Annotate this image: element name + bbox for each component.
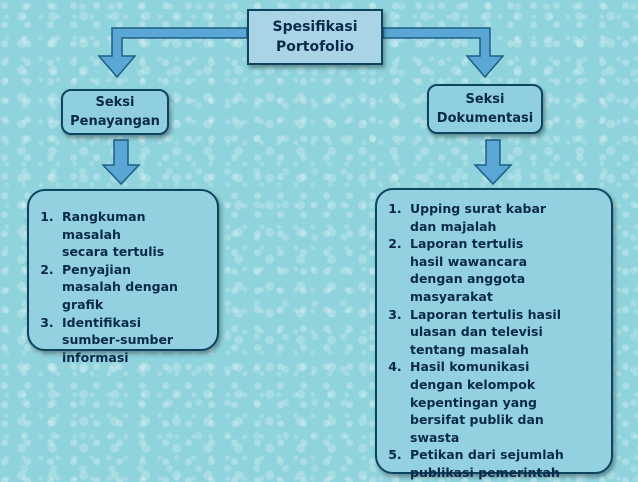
list-item: 3. Identifikasi sumber-sumber informasi <box>58 314 202 367</box>
arrow-title-to-right <box>383 28 503 77</box>
arrow-left-down <box>103 140 139 184</box>
arrow-right-down <box>475 140 511 184</box>
arrow-title-to-left <box>99 28 247 77</box>
list-item: 2. Penyajian masalah dengan grafik <box>58 261 187 314</box>
list-item: 1. Rangkuman masalah secara tertulis <box>58 208 170 261</box>
list-item: 3. Laporan tertulis hasil ulasan dan televisi tentang masalah <box>406 306 600 359</box>
left-section-heading <box>61 89 169 135</box>
title-line-1: Spesifikasi <box>272 19 358 35</box>
list-item: 1. Upping surat kabar dan majalah <box>406 200 575 235</box>
list-item: 2. Laporan tertulis hasil wawancara dengan anggota masyarakat <box>406 235 560 305</box>
left-heading-line-1: Seksi <box>95 95 135 110</box>
list-item: 4. Hasil komunikasi dengan kelompok kepentingan yang bersifat publik dan swasta <box>406 358 580 446</box>
right-items-panel <box>375 188 613 480</box>
right-items-list <box>377 200 611 482</box>
left-heading-line-2: Penayangan <box>70 114 160 129</box>
right-heading-line-2: Dokumentasi <box>436 111 534 126</box>
title-line-2: Portofolio <box>275 39 355 55</box>
list-item: 5. Petikan dari sejumlah publikasi pemerintah <box>406 446 575 481</box>
title-box <box>247 9 383 65</box>
left-items-panel <box>27 189 219 365</box>
left-items-list <box>29 208 217 366</box>
right-heading-line-1: Seksi <box>465 92 505 107</box>
right-section-heading <box>427 84 543 134</box>
